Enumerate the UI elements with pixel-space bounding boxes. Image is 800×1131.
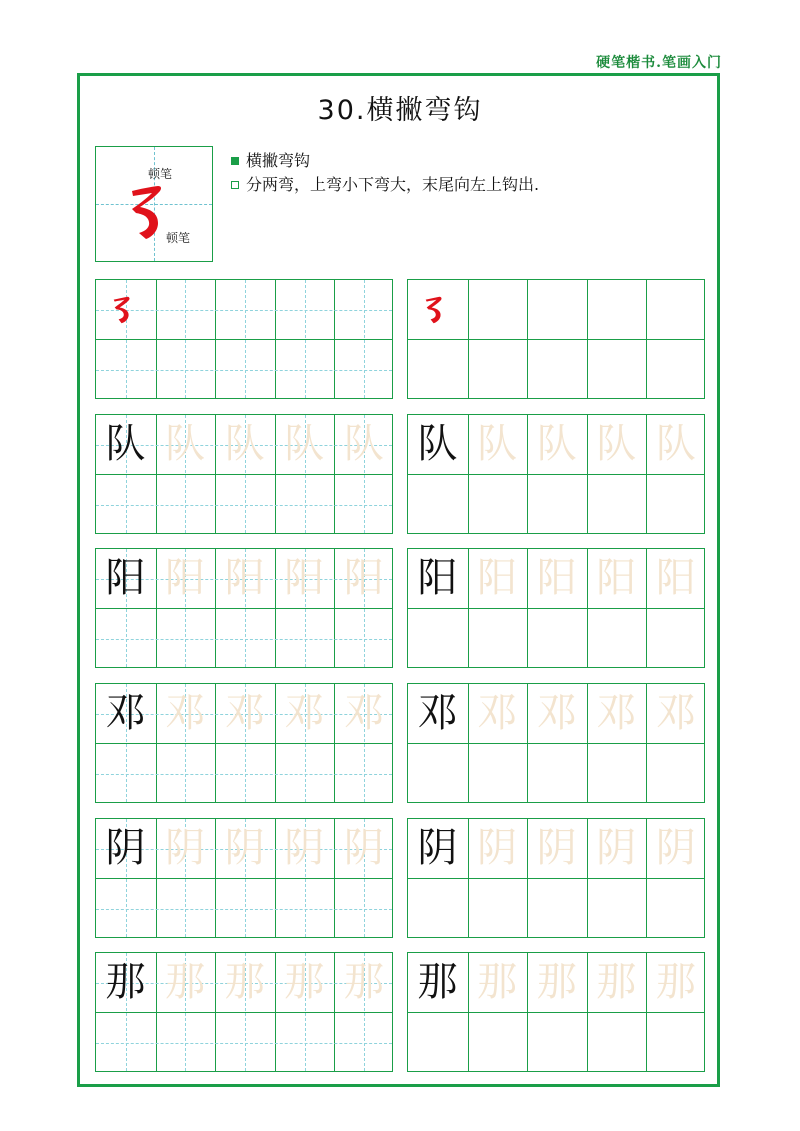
practice-grid bbox=[407, 683, 705, 803]
stroke-name-line bbox=[231, 149, 539, 173]
model-character: 阳 bbox=[105, 555, 146, 601]
practice-grid bbox=[95, 683, 393, 803]
trace-character: 邓 bbox=[477, 690, 518, 736]
trace-character: 阴 bbox=[284, 825, 325, 871]
trace-character: 阳 bbox=[477, 555, 518, 601]
trace-character: 队 bbox=[536, 421, 577, 467]
trace-character: 队 bbox=[596, 421, 637, 467]
trace-character: 阴 bbox=[224, 825, 265, 871]
trace-character: 阳 bbox=[536, 555, 577, 601]
model-character: 那 bbox=[105, 959, 146, 1005]
trace-character: 阴 bbox=[343, 825, 384, 871]
trace-character: 队 bbox=[343, 421, 384, 467]
trace-character: 阴 bbox=[536, 825, 577, 871]
trace-character: 那 bbox=[536, 959, 577, 1005]
trace-character: 阳 bbox=[596, 555, 637, 601]
trace-character: 邓 bbox=[165, 690, 206, 736]
practice-grid bbox=[95, 548, 393, 668]
practice-grid bbox=[95, 279, 393, 399]
trace-character: 队 bbox=[165, 421, 206, 467]
trace-character: 队 bbox=[655, 421, 696, 467]
practice-grid bbox=[95, 818, 393, 938]
trace-character: 阳 bbox=[284, 555, 325, 601]
model-character: 阳 bbox=[417, 555, 458, 601]
model-character: 阴 bbox=[417, 825, 458, 871]
trace-character: 队 bbox=[224, 421, 265, 467]
trace-character: 邓 bbox=[284, 690, 325, 736]
trace-character: 阴 bbox=[477, 825, 518, 871]
practice-grid bbox=[407, 279, 705, 399]
trace-character: 那 bbox=[477, 959, 518, 1005]
trace-character: 阴 bbox=[655, 825, 696, 871]
trace-character: 阴 bbox=[165, 825, 206, 871]
trace-character: 那 bbox=[596, 959, 637, 1005]
practice-grid bbox=[407, 548, 705, 668]
trace-character: 那 bbox=[655, 959, 696, 1005]
stroke-description: 分两弯，上弯小下弯大，末尾向左上钩出. bbox=[246, 175, 540, 194]
trace-character: 那 bbox=[165, 959, 206, 1005]
hengpiewangou-stroke-icon bbox=[106, 167, 166, 247]
trace-character: 队 bbox=[477, 421, 518, 467]
model-character: 邓 bbox=[417, 690, 458, 736]
trace-character: 那 bbox=[224, 959, 265, 1005]
page-title: 30.横撇弯钩 bbox=[317, 95, 483, 126]
practice-grid bbox=[95, 952, 393, 1072]
trace-character: 邓 bbox=[596, 690, 637, 736]
trace-character: 邓 bbox=[343, 690, 384, 736]
practice-grid bbox=[407, 952, 705, 1072]
practice-grid bbox=[407, 818, 705, 938]
stroke-demo-box bbox=[95, 146, 213, 262]
trace-character: 邓 bbox=[224, 690, 265, 736]
trace-character: 阳 bbox=[165, 555, 206, 601]
model-character: 队 bbox=[105, 421, 146, 467]
trace-character: 阴 bbox=[596, 825, 637, 871]
model-character: 队 bbox=[417, 421, 458, 467]
trace-character: 那 bbox=[343, 959, 384, 1005]
trace-character: 邓 bbox=[655, 690, 696, 736]
stroke-example-icon bbox=[96, 280, 155, 339]
trace-character: 阳 bbox=[343, 555, 384, 601]
stroke-description-line bbox=[231, 173, 539, 197]
trace-character: 邓 bbox=[536, 690, 577, 736]
practice-grid bbox=[407, 414, 705, 534]
model-character: 那 bbox=[417, 959, 458, 1005]
model-character: 邓 bbox=[105, 690, 146, 736]
trace-character: 阳 bbox=[224, 555, 265, 601]
practice-grid bbox=[95, 414, 393, 534]
trace-character: 队 bbox=[284, 421, 325, 467]
open-square-icon bbox=[231, 181, 239, 189]
trace-character: 阳 bbox=[655, 555, 696, 601]
series-title: 硬笔楷书.笔画入门 bbox=[596, 55, 722, 71]
filled-square-icon bbox=[231, 157, 239, 165]
stroke-example-icon bbox=[408, 280, 467, 339]
demo-label-bottom: 顿笔 bbox=[166, 231, 191, 245]
stroke-info bbox=[231, 149, 539, 197]
model-character: 阴 bbox=[105, 825, 146, 871]
trace-character: 那 bbox=[284, 959, 325, 1005]
demo-label-top: 顿笔 bbox=[148, 167, 173, 181]
stroke-name: 横撇弯钩 bbox=[246, 151, 311, 170]
